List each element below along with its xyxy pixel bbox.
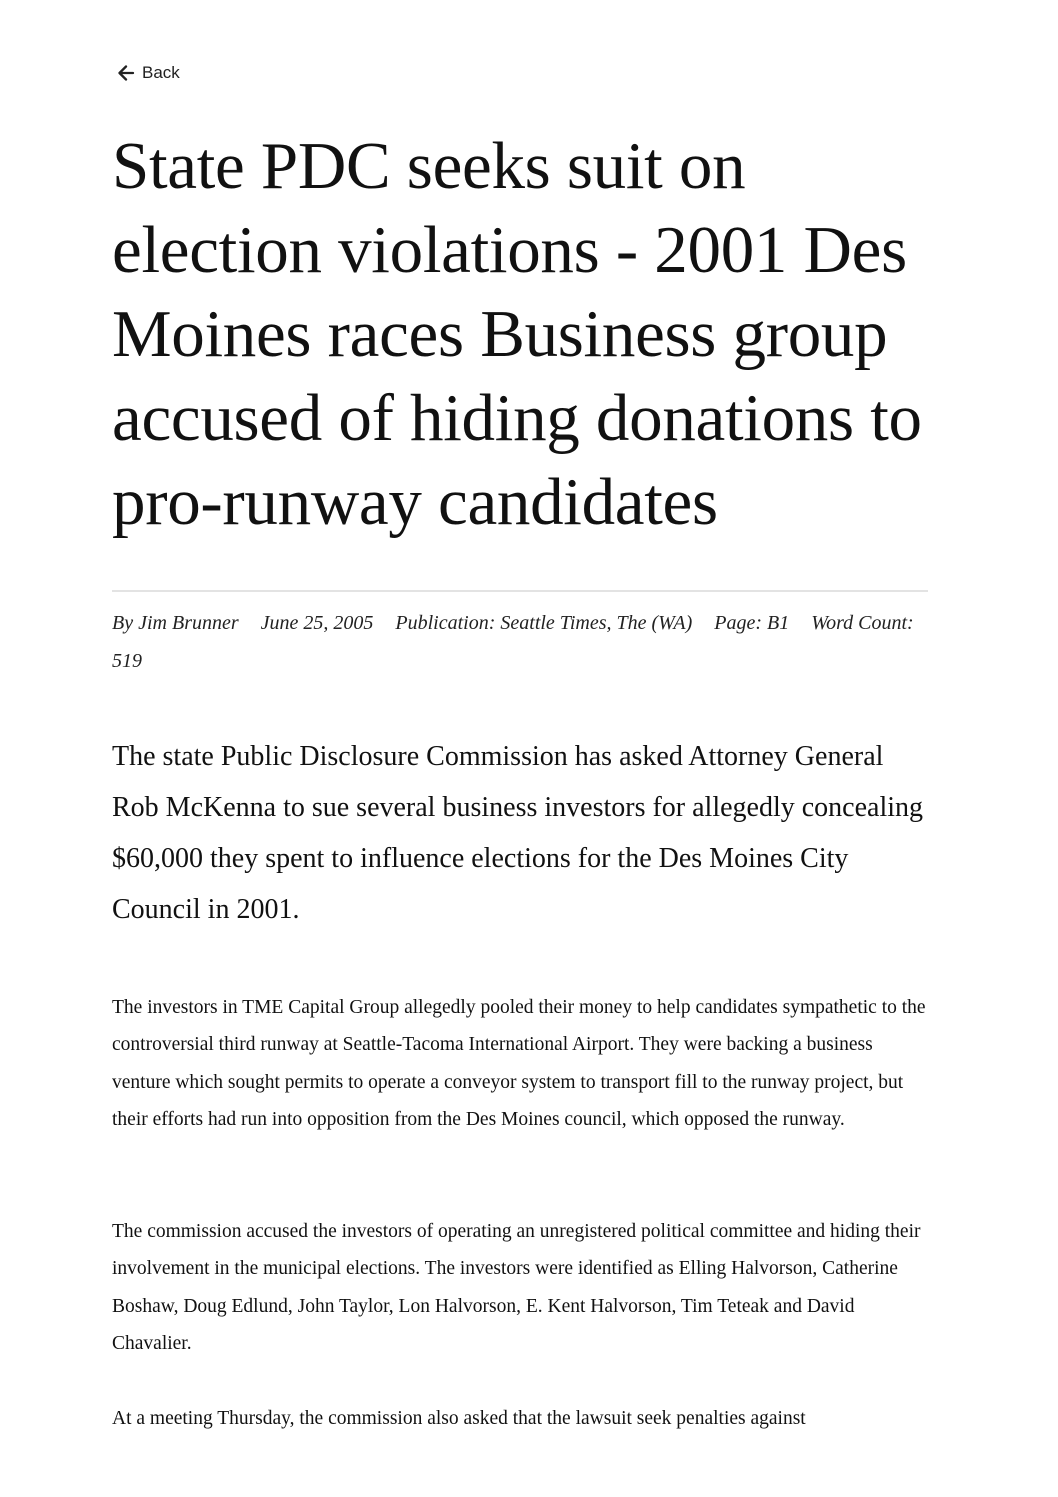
byline: By Jim Brunner <box>112 612 239 634</box>
back-label: Back <box>142 63 180 82</box>
word-count: Word Count: 519 <box>112 612 914 672</box>
article-lede: The state Public Disclosure Commission has asked Attorney General Rob McKenna to sue several business investors for allegedly concealing $60,000 they spent to influence elections for the Des Moines City Council in 2001. <box>112 741 924 925</box>
article-paragraph: The commission accused the investors of operating an unregistered political committee and hiding their involvement in the municipal elections. The investors were identified as Elling Halvorson, Catherine Boshaw, Doug Edlund, John Taylor, Lon Halvorson, E. Kent Halvorson, Tim Teteak and David Chavalier. <box>112 1221 921 1355</box>
arrow-left-icon <box>116 63 136 83</box>
article-paragraph: At a meeting Thursday, the commission also asked that the lawsuit seek penalties against <box>112 1408 806 1429</box>
article-title: State PDC seeks suit on election violations - 2001 Des Moines races Business group accused of hiding donations to pro-runway candidates <box>112 129 922 539</box>
publication: Publication: Seattle Times, The (WA) <box>395 612 693 634</box>
publish-date: June 25, 2005 <box>260 612 374 634</box>
page-number: Page: B1 <box>714 612 790 634</box>
title-divider <box>112 590 928 592</box>
article-paragraph: The investors in TME Capital Group allegedly pooled their money to help candidates sympathetic to the controversial third runway at Seattle-Tacoma International Airport. They were backing a business venture which sought permits to operate a conveyor system to transport fill to the runway project, but their efforts had run into opposition from the Des Moines council, which opposed the runway. <box>112 997 926 1131</box>
article-meta <box>112 604 928 680</box>
back-link[interactable] <box>116 63 180 83</box>
